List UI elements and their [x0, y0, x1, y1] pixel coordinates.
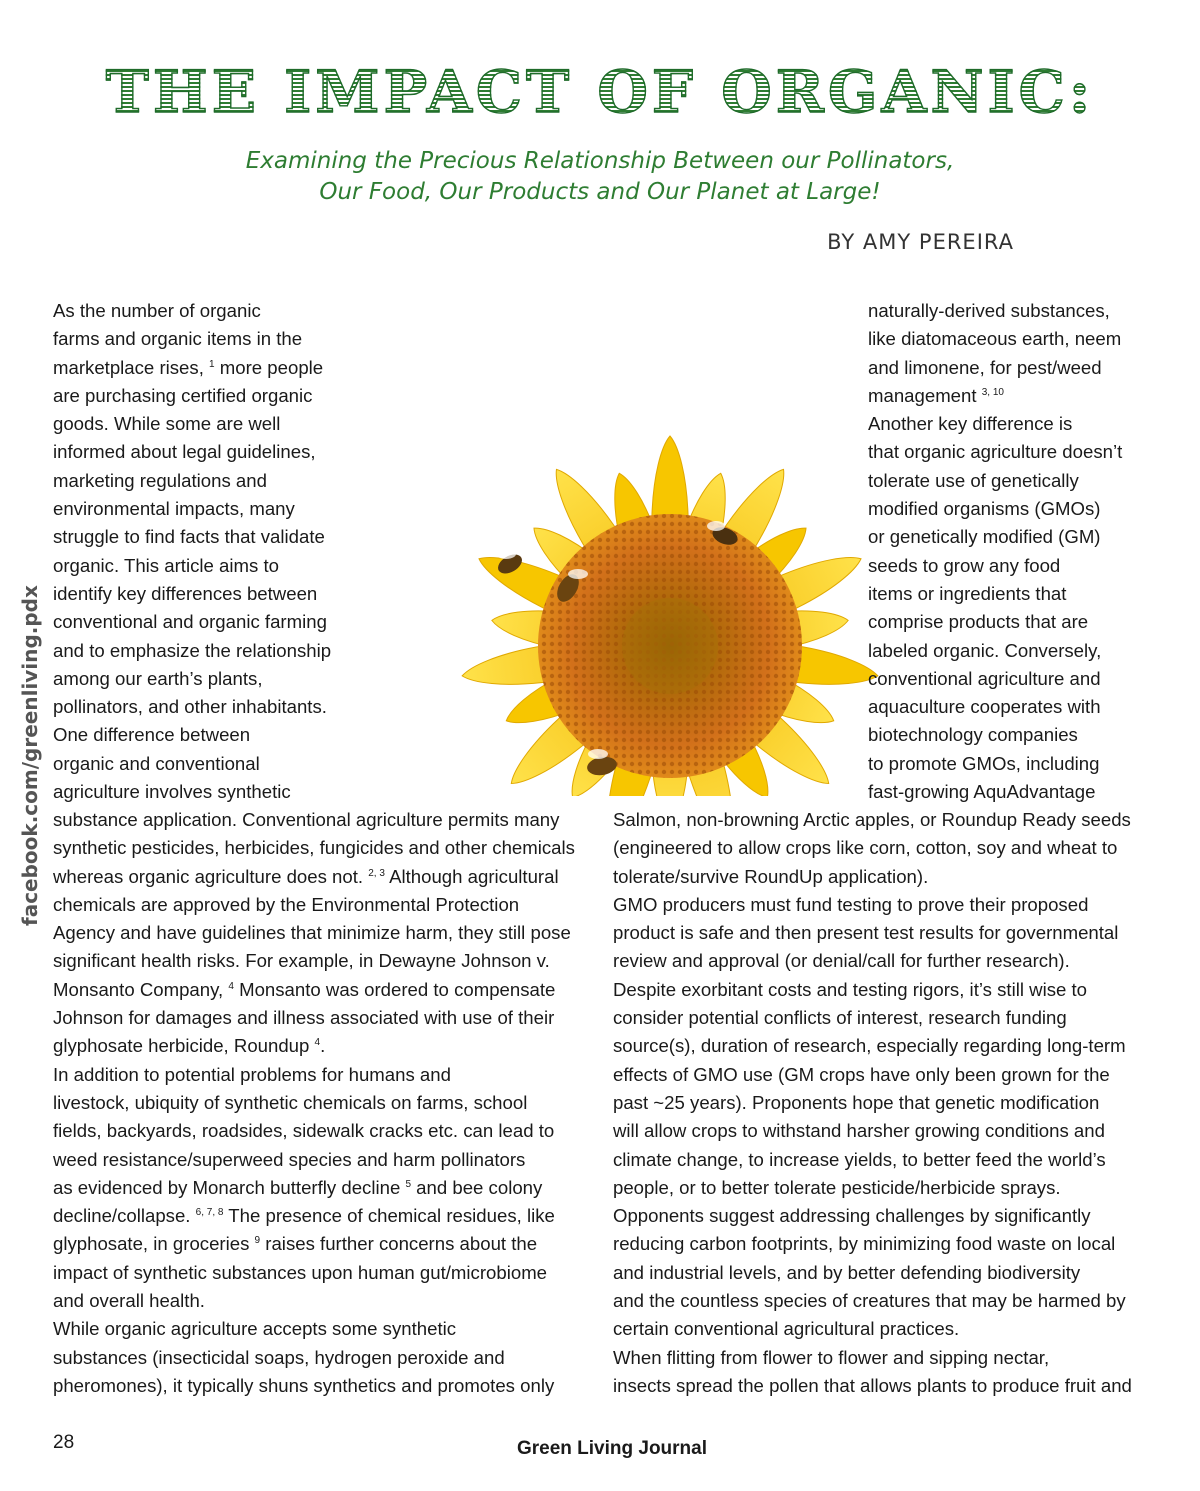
text-line: people, or to better tolerate pesticide/herbicide sprays. — [613, 1176, 1061, 1198]
text-line: Another key difference is — [868, 413, 1073, 435]
text-line: naturally-derived substances, — [868, 300, 1110, 321]
text-line: effects of GMO use (GM crops have only been grown for the — [613, 1063, 1110, 1085]
text-segment: management — [868, 384, 982, 406]
text-line: and limonene, for pest/weed — [868, 356, 1102, 378]
text-segment: marketplace rises, — [53, 356, 210, 378]
text-line: that organic agriculture doesn’t — [868, 441, 1123, 463]
text-line: past ~25 years). Proponents hope that genetic modification — [613, 1091, 1100, 1113]
left-column-top — [53, 297, 331, 806]
text-segment: . — [320, 1035, 326, 1057]
text-line: tolerate/survive RoundUp application). — [613, 865, 929, 887]
text-line: organic. This article aims to — [53, 554, 279, 576]
article-title: THE IMPACT OF ORGANIC: — [0, 58, 1200, 126]
subtitle-line-1: Examining the Precious Relationship Between our Pollinators, — [245, 148, 955, 174]
text-segment: raises further concerns about the — [260, 1233, 538, 1255]
footnote-ref: 1 — [209, 358, 215, 370]
right-column-bottom — [613, 806, 1132, 1400]
text-line: Despite exorbitant costs and testing rigors, it’s still wise to — [613, 978, 1088, 1000]
right-column-top — [868, 297, 1122, 806]
text-line: substances (insecticidal soaps, hydrogen peroxide and — [53, 1346, 505, 1368]
footnote-ref: 9 — [254, 1235, 261, 1247]
text-line: agriculture involves synthetic — [53, 781, 291, 803]
text-line: tolerate use of genetically — [868, 469, 1079, 491]
text-line — [53, 976, 575, 1004]
byline: BY AMY PEREIRA — [827, 230, 1014, 254]
text-line: organic and conventional — [53, 752, 260, 774]
text-line: climate change, to increase yields, to better feed the world’s — [613, 1148, 1106, 1170]
text-line: struggle to find facts that validate — [53, 526, 325, 548]
text-line: chemicals are approved by the Environmental Protection — [53, 893, 520, 915]
text-line: reducing carbon footprints, by minimizing food waste on local — [613, 1233, 1116, 1255]
text-line: Opponents suggest addressing challenges by significantly — [613, 1205, 1091, 1227]
text-segment: decline/collapse. — [53, 1205, 196, 1227]
footnote-ref: 4 — [228, 980, 234, 992]
text-line: pollinators, and other inhabitants. — [53, 696, 327, 718]
journal-name: Green Living Journal — [516, 1438, 708, 1459]
text-line: certain conventional agricultural practices. — [613, 1318, 960, 1340]
text-line: Salmon, non-browning Arctic apples, or Roundup Ready seeds — [613, 809, 1131, 830]
text-line: labeled organic. Conversely, — [868, 639, 1102, 661]
text-line: among our earth’s plants, — [53, 667, 263, 689]
text-line: goods. While some are well — [53, 413, 281, 435]
text-line: One difference between — [53, 724, 251, 746]
text-line: and overall health. — [53, 1290, 205, 1312]
footnote-ref: 3, 10 — [981, 386, 1004, 398]
text-line: fast-growing AquAdvantage — [868, 781, 1096, 803]
text-line: or genetically modified (GM) — [868, 526, 1101, 548]
text-line: livestock, ubiquity of synthetic chemicals on farms, school — [53, 1091, 528, 1113]
text-line: modified organisms (GMOs) — [868, 498, 1101, 520]
text-line — [53, 1032, 575, 1060]
text-segment: more people — [214, 356, 324, 378]
footnote-ref: 6, 7, 8 — [195, 1207, 224, 1219]
text-line: like diatomaceous earth, neem — [868, 328, 1122, 350]
text-line: consider potential conflicts of interest, research funding — [613, 1007, 1067, 1029]
text-segment: and bee colony — [411, 1176, 543, 1198]
text-line: insects spread the pollen that allows plants to produce fruit and — [613, 1374, 1132, 1396]
footnote-ref: 2, 3 — [368, 867, 385, 879]
text-line: product is safe and then present test results for governmental — [613, 922, 1119, 944]
article-subtitle — [0, 146, 1200, 208]
text-line: biotechnology companies — [868, 724, 1078, 746]
text-line: impact of synthetic substances upon human gut/microbiome — [53, 1261, 548, 1283]
text-segment: as evidenced by Monarch butterfly decline — [53, 1176, 406, 1198]
text-line: weed resistance/superweed species and harm pollinators — [53, 1148, 526, 1170]
sunflower-with-bees-image — [340, 296, 880, 796]
text-line — [53, 1230, 575, 1258]
text-line: identify key differences between — [53, 582, 318, 604]
text-line — [53, 1202, 575, 1230]
text-line — [868, 382, 1122, 410]
text-line: items or ingredients that — [868, 582, 1067, 604]
text-line: are purchasing certified organic — [53, 384, 313, 406]
text-line: environmental impacts, many — [53, 498, 295, 520]
text-line: Johnson for damages and illness associated with use of their — [53, 1007, 555, 1029]
text-line — [53, 863, 575, 891]
text-segment: glyphosate herbicide, Roundup — [53, 1035, 315, 1057]
text-line: GMO producers must fund testing to prove their proposed — [613, 893, 1089, 915]
text-segment: Although agricultural — [384, 865, 559, 887]
text-line: farms and organic items in the — [53, 328, 303, 350]
text-line: When flitting from flower to flower and sipping nectar, — [613, 1346, 1050, 1368]
text-segment: Monsanto Company, — [53, 978, 229, 1000]
text-line: pheromones), it typically shuns synthetics and promotes only — [53, 1374, 555, 1396]
text-line: comprise products that are — [868, 611, 1089, 633]
text-line: and to emphasize the relationship — [53, 639, 332, 661]
footnote-ref: 5 — [405, 1178, 412, 1190]
text-line: review and approval (or denial/call for further research). — [613, 950, 1070, 972]
text-line: will allow crops to withstand harsher growing conditions and — [613, 1120, 1105, 1142]
text-line: substance application. Conventional agriculture permits many — [53, 809, 560, 830]
text-segment: The presence of chemical residues, like — [223, 1205, 555, 1227]
text-line: informed about legal guidelines, — [53, 441, 316, 463]
text-line: and the countless species of creatures that may be harmed by — [613, 1290, 1126, 1312]
left-column-bottom — [53, 806, 575, 1400]
text-line: to promote GMOs, including — [868, 752, 1100, 774]
text-line: As the number of organic — [53, 300, 261, 321]
text-line — [53, 1174, 575, 1202]
subtitle-line-2: Our Food, Our Products and Our Planet at Large! — [319, 179, 881, 205]
text-segment: whereas organic agriculture does not. — [53, 865, 369, 887]
text-line: and industrial levels, and by better defending biodiversity — [613, 1261, 1081, 1283]
text-line: conventional agriculture and — [868, 667, 1101, 689]
text-line: source(s), duration of research, especially regarding long-term — [613, 1035, 1126, 1057]
footnote-ref: 4 — [314, 1037, 321, 1049]
text-segment: glyphosate, in groceries — [53, 1233, 255, 1255]
text-line — [53, 354, 331, 382]
text-line: synthetic pesticides, herbicides, fungicides and other chemicals — [53, 837, 575, 859]
text-line: In addition to potential problems for humans and — [53, 1063, 451, 1085]
side-url — [18, 556, 40, 926]
side-url-text: facebook.com/greenliving.pdx — [18, 585, 42, 926]
text-line: conventional and organic farming — [53, 611, 327, 633]
text-line: fields, backyards, roadsides, sidewalk cracks etc. can lead to — [53, 1120, 555, 1142]
text-line: (engineered to allow crops like corn, cotton, soy and wheat to — [613, 837, 1118, 859]
text-segment: Monsanto was ordered to compensate — [233, 978, 556, 1000]
page-number: 28 — [53, 1432, 75, 1453]
text-line: significant health risks. For example, in Dewayne Johnson v. — [53, 950, 550, 972]
text-line: aquaculture cooperates with — [868, 696, 1101, 718]
text-line: seeds to grow any food — [868, 554, 1061, 576]
text-line: Agency and have guidelines that minimize harm, they still pose — [53, 922, 571, 944]
text-line: While organic agriculture accepts some synthetic — [53, 1318, 457, 1340]
text-line: marketing regulations and — [53, 469, 267, 491]
